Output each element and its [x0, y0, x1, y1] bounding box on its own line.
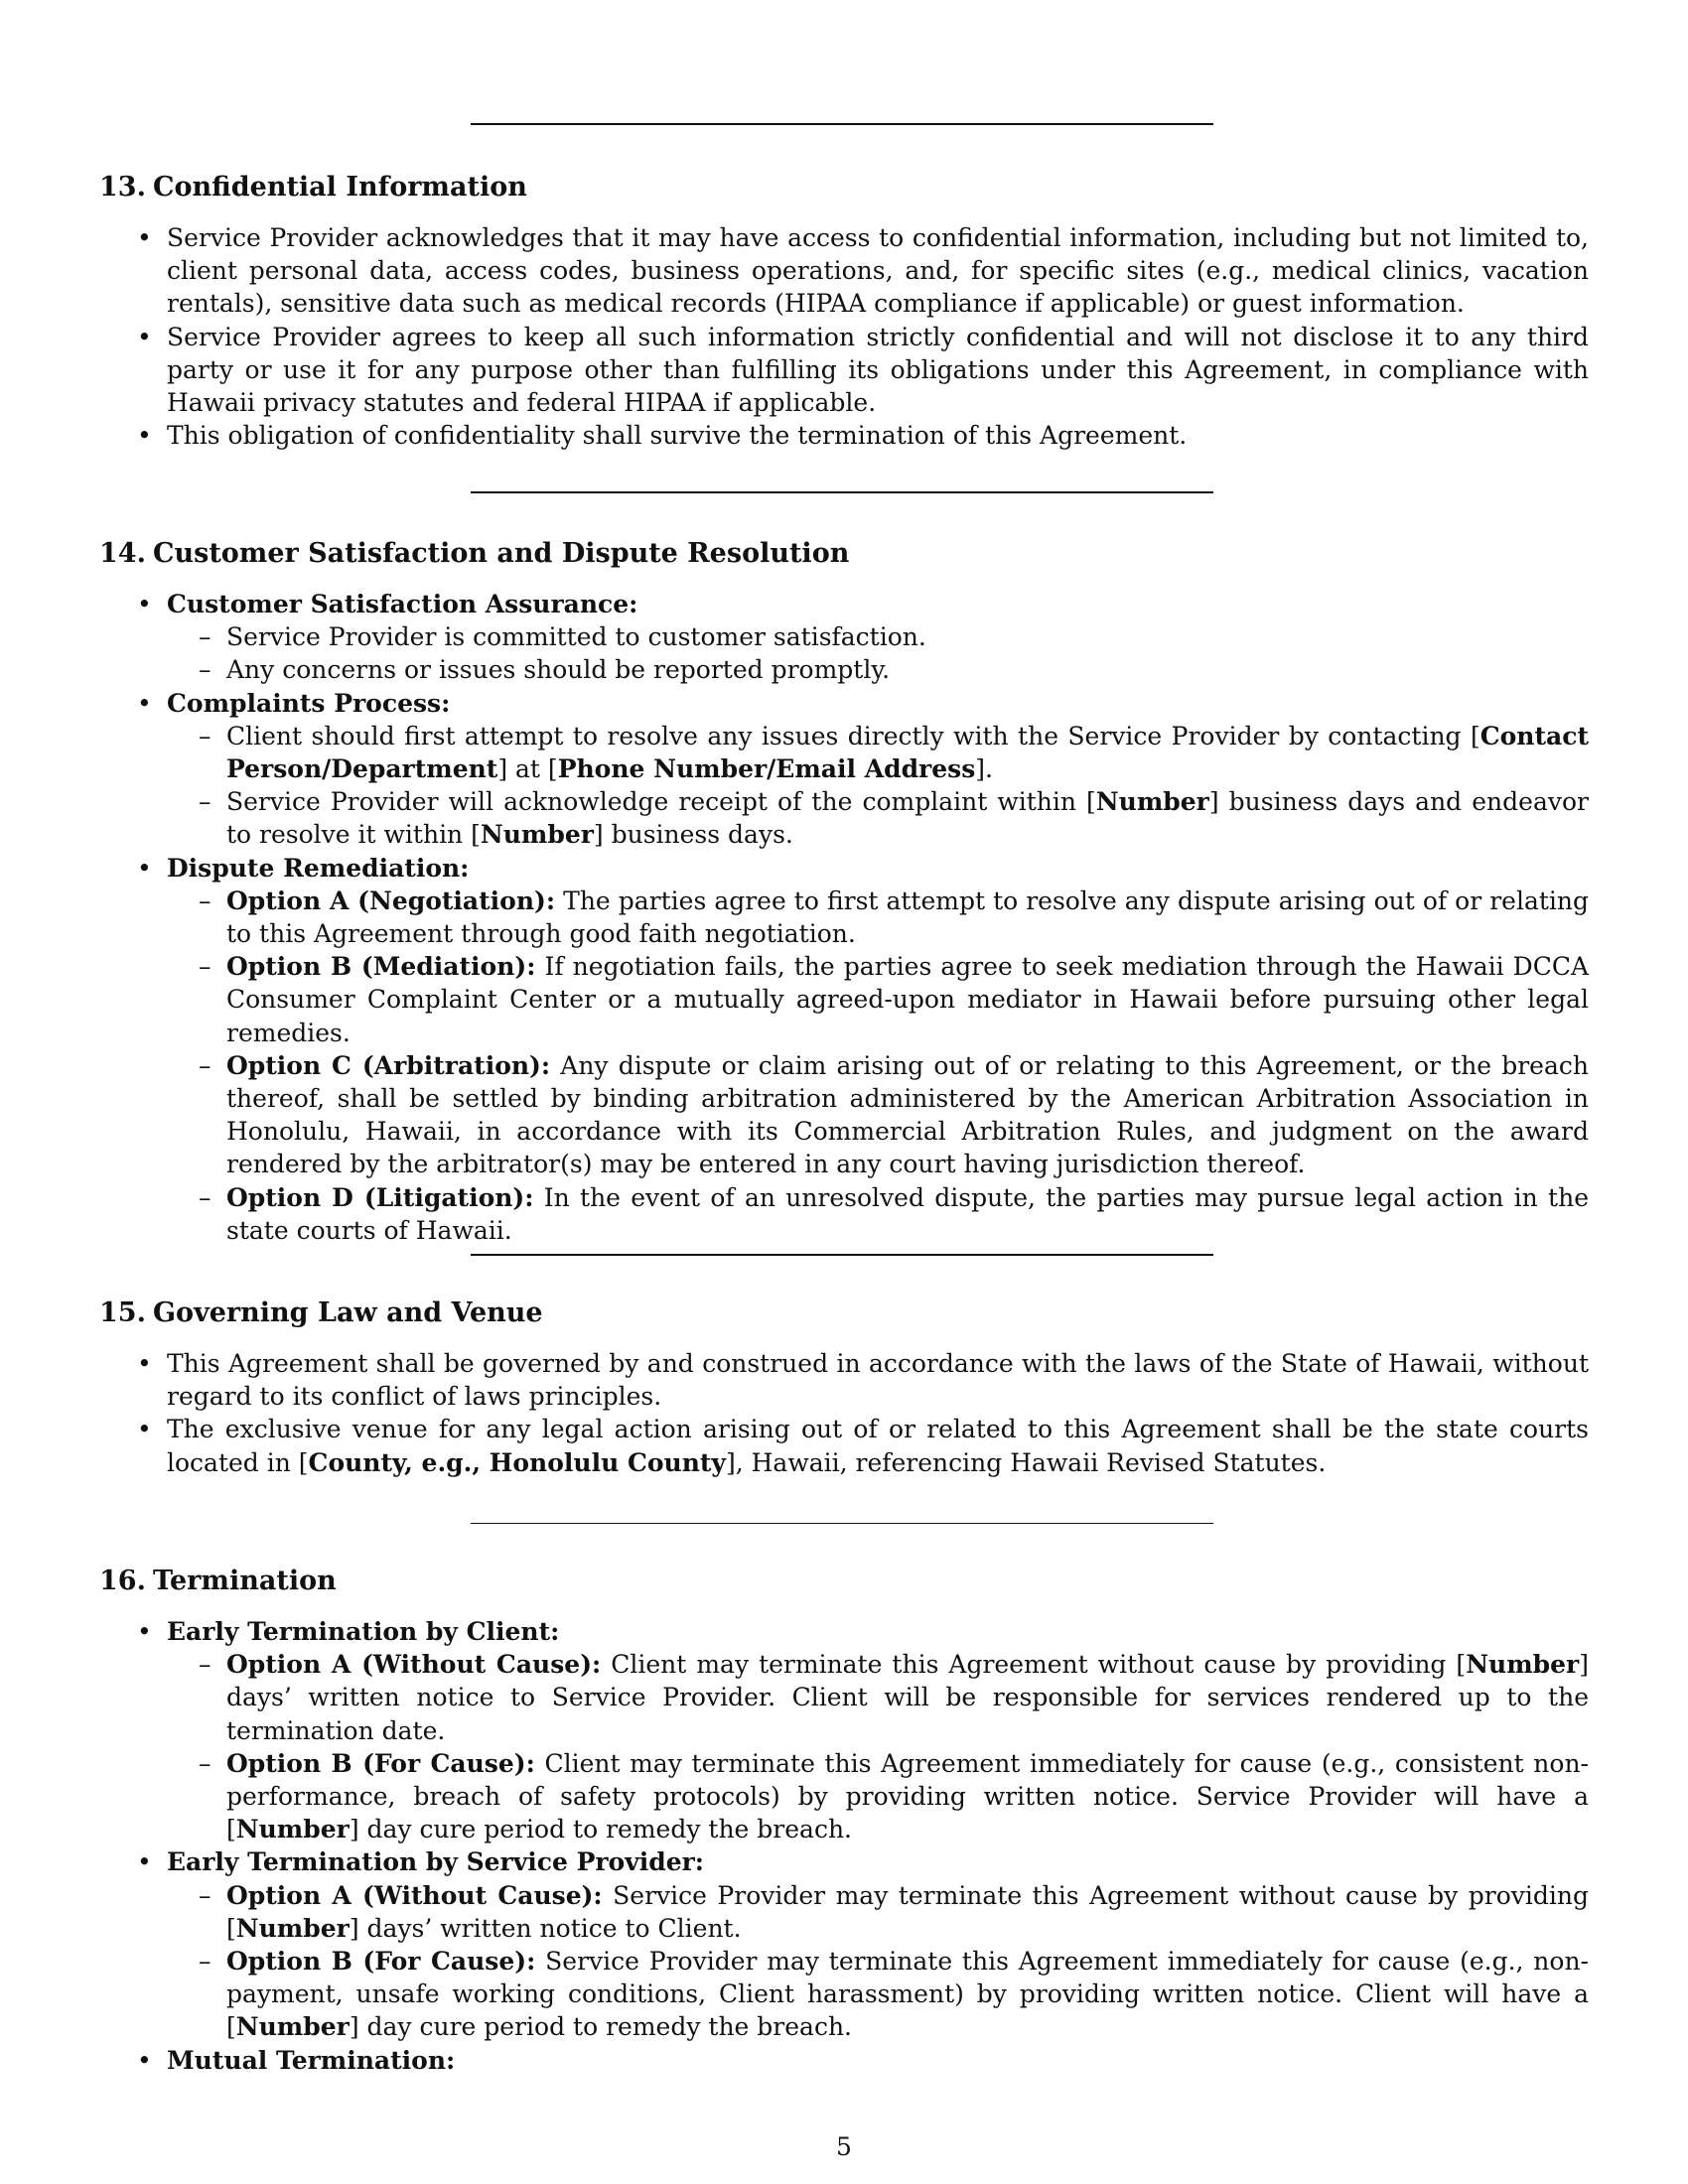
option-label: Option B (For Cause): [226, 1947, 536, 1977]
bullet-icon: • [137, 1415, 152, 1444]
dash-icon: – [199, 721, 211, 751]
list-item: • Service Provider agrees to keep all such information strictly confidential and will not disclose it to any third party or use it for any purpose other than fulfilling its obligations under this Agreement, in compliance with Hawaii privacy statutes and federal HIPAA if applicable. [137, 322, 1589, 418]
sub-list [167, 620, 1589, 686]
option-label: Option B (For Cause): [226, 1748, 535, 1778]
page-number: 5 [836, 2132, 852, 2161]
option-label: Option C (Arbitration): [226, 1050, 551, 1080]
sub-list-item: – Option A (Without Cause): Client may terminate this Agreement without cause by providing [Number] days’ written notice to Service Provider. Client will be responsible for services rendered up to the termination date. [199, 1650, 1589, 1745]
dash-icon: – [199, 1182, 211, 1212]
placeholder-field: Contact Person/Department [226, 721, 1589, 784]
item-label: Early Termination by Service Provider: [167, 1847, 705, 1877]
section-title: Customer Satisfaction and Dispute Resolution [153, 538, 850, 569]
bullet-icon: • [137, 1349, 152, 1378]
section-15-governing-law [99, 1297, 1589, 1479]
bullet-icon: • [137, 1847, 152, 1877]
bullet-list [99, 1347, 1589, 1479]
sub-list [167, 1648, 1589, 1845]
bullet-list [99, 221, 1589, 452]
list-item [99, 1845, 1589, 2043]
list-item [99, 852, 1589, 1247]
option-label: Option B (Mediation): [226, 952, 536, 982]
dash-icon: – [199, 1050, 211, 1080]
bullet-icon: • [137, 421, 152, 451]
section-title: Governing Law and Venue [153, 1297, 543, 1328]
sub-list-item: – Client should first attempt to resolve any issues directly with the Service Provider by contacting [Contact Person/Department] at [Phone Number/Email Address]. [199, 721, 1589, 784]
dash-icon: – [199, 1880, 211, 1910]
bullet-list [99, 588, 1589, 1247]
dash-icon: – [199, 886, 211, 915]
item-label: Dispute Remediation: [167, 853, 470, 883]
section-divider [471, 491, 1213, 493]
item-label: Complaints Process: [167, 688, 451, 718]
placeholder-field: Number [480, 820, 594, 850]
placeholder-field: Number [235, 2012, 350, 2042]
section-number: 13. [99, 172, 146, 203]
sub-list-item: – Service Provider is committed to customer satisfaction. [167, 620, 1589, 653]
sub-list-item: – Option B (Mediation): If negotiation fails, the parties agree to seek mediation through the Hawaii DCCA Consumer Complaint Center or a mutually agreed-upon mediator in Hawaii before pursuing other legal remedies. [199, 952, 1590, 1047]
item-label: Mutual Termination: [167, 2045, 456, 2075]
placeholder-field: Number [235, 1815, 350, 1844]
section-divider [471, 1254, 1213, 1256]
dash-icon: – [199, 1748, 211, 1778]
item-label: Customer Satisfaction Assurance: [167, 590, 638, 618]
bullet-icon: • [137, 590, 152, 618]
list-item [99, 588, 1589, 687]
bullet-icon: • [137, 1617, 152, 1646]
dash-icon: – [199, 787, 211, 817]
sub-list-item: – Option A (Without Cause): Service Provider may terminate this Agreement without cause by providing [Number] days’ written notice to Client. [199, 1880, 1589, 1943]
section-13-confidential-information [99, 171, 1589, 452]
placeholder-field: Phone Number/Email Address [557, 754, 976, 784]
sub-list-item: – Option B (For Cause): Client may terminate this Agreement immediately for cause (e.g., consistent non-performance, breach of safety protocols) by providing written notice. Service Provider will have a [Number] day cure period to remedy the breach. [199, 1748, 1590, 1844]
dash-icon: – [199, 1650, 211, 1680]
placeholder-field: Number [235, 1913, 350, 1943]
bullet-icon: • [137, 2045, 152, 2075]
section-divider [471, 1523, 1213, 1524]
section-title: Confidential Information [153, 172, 527, 203]
section-heading [99, 1565, 1589, 1597]
sub-list-item: – Service Provider will acknowledge receipt of the complaint within [Number] business days and endeavor to resolve it within [Number] business days. [199, 787, 1589, 850]
section-divider [471, 123, 1213, 125]
option-label: Option A (Without Cause): [226, 1650, 602, 1680]
section-number: 14. [99, 538, 146, 569]
section-number: 15. [99, 1297, 146, 1328]
dash-icon: – [199, 1947, 211, 1977]
section-number: 16. [99, 1566, 146, 1596]
dash-icon: – [199, 655, 211, 685]
option-label: Option A (Negotiation): [226, 886, 556, 915]
bullet-list [99, 1615, 1589, 2077]
list-item [99, 2044, 1589, 2077]
placeholder-field: Number [1095, 787, 1209, 817]
section-heading [99, 171, 1589, 204]
section-14-customer-satisfaction [99, 537, 1589, 1247]
sub-list-item: – Option D (Litigation): In the event of an unresolved dispute, the parties may pursue legal action in the state courts of Hawaii. [199, 1182, 1589, 1245]
bullet-icon: • [137, 853, 152, 883]
section-heading [99, 537, 1589, 570]
list-item [99, 1615, 1589, 1845]
section-heading [99, 1297, 1589, 1329]
sub-list-item: – Option C (Arbitration): Any dispute or claim arising out of or relating to this Agreement, or the breach thereof, shall be settled by binding arbitration administered by the American Arbitration Association in Honolulu, Hawaii, in accordance with its Commercial Arbitration Rules, and judgment on the award rendered by the arbitrator(s) may be entered in any court having jurisdiction thereof. [199, 1050, 1589, 1179]
list-item [99, 687, 1589, 852]
list-item: • The exclusive venue for any legal action arising out of or related to this Agreement shall be the state courts located in [County, e.g., Honolulu County], Hawaii, referencing Hawaii Revised Statutes. [137, 1415, 1589, 1477]
dash-icon: – [199, 622, 211, 652]
bullet-icon: • [137, 322, 152, 351]
placeholder-field: County, e.g., Honolulu County [308, 1447, 726, 1477]
sub-list [167, 720, 1589, 852]
sub-list [167, 885, 1589, 1247]
section-title: Termination [153, 1566, 337, 1596]
item-label: Early Termination by Client: [167, 1617, 560, 1646]
sub-list [167, 1879, 1589, 2044]
list-item: • Service Provider acknowledges that it may have access to confidential information, including but not limited to, client personal data, access codes, business operations, and, for specific sites (e.g., medical clinics, vacation rentals), sensitive data such as medical records (HIPAA compliance if applicable) or guest information. [137, 223, 1589, 319]
sub-list-item: – Option A (Negotiation): The parties agree to first attempt to resolve any dispute arising out of or relating to this Agreement through good faith negotiation. [199, 886, 1589, 949]
sub-list-item: – Any concerns or issues should be reported promptly. [167, 653, 1589, 686]
bullet-icon: • [137, 688, 152, 718]
placeholder-field: Number [1466, 1650, 1580, 1680]
sub-list-item: – Option B (For Cause): Service Provider may terminate this Agreement immediately for cause (e.g., non-payment, unsafe working conditions, Client harassment) by providing written notice. Client will have a [Number] day cure period to remedy the breach. [199, 1947, 1590, 2042]
dash-icon: – [199, 952, 211, 982]
option-label: Option A (Without Cause): [226, 1880, 603, 1910]
section-16-termination [99, 1565, 1589, 2077]
option-label: Option D (Litigation): [226, 1182, 534, 1212]
list-item: • This obligation of confidentiality shall survive the termination of this Agreement. [99, 419, 1589, 452]
list-item: • This Agreement shall be governed by and construed in accordance with the laws of the State of Hawaii, without regard to its conflict of laws principles. [137, 1349, 1589, 1412]
bullet-icon: • [137, 223, 152, 252]
